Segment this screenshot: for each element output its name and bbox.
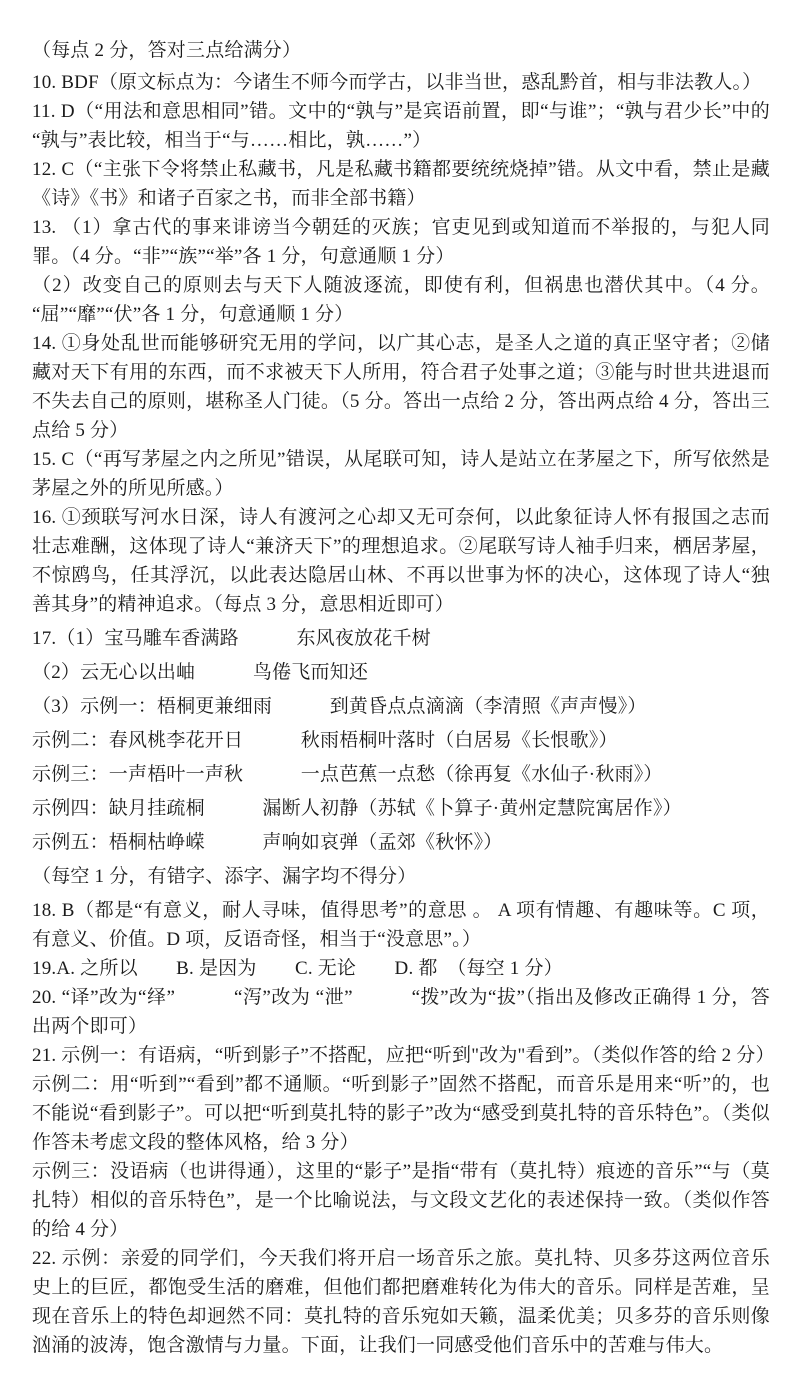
answer-list [32, 36, 775, 1360]
answer-20: 20. “译”改为“绎” “泻”改为 “泄” “拨”改为“拔”（指出及修改正确得 1 分，答出两个即可） [32, 987, 770, 1037]
answer-19: 19.A. 之所以 B. 是因为 C. 无论 D. 都 （每空 1 分） [32, 958, 563, 979]
answer-12: 12. C（“主张下令将禁止私藏书，凡是私藏书籍都要统统烧掉”错。从文中看，禁止是藏《诗》《书》和诸子百家之书，而非全部书籍） [32, 159, 770, 209]
answer-17-blank3-ex2: 示例二：春风桃李花开日 秋雨梧桐叶落时（白居易《长恨歌》） [32, 730, 618, 751]
answer-14: 14. ①身处乱世而能够研究无用的学问，以广其心志，是圣人之道的真正坚守者；②储藏对天下有用的东西，而不求被天下人所用，符合君子处事之道；③能与时世共进退而不失去自己的原则，堪称圣人门徒。（5 分。答出一点给 2 分，答出两点给 4 分，答出三点给 5 分） [32, 333, 770, 441]
answer-21-ex3: 示例三：没语病（也讲得通），这里的“影子”是指“带有（莫扎特）痕迹的音乐”“与（莫扎特）相似的音乐特色”，是一个比喻说法，与文段文艺化的表述保持一致。（类似作答的给 4 分） [32, 1161, 770, 1240]
answer-10: 10. BDF（原文标点为：今诸生不师今而学古，以非当世，惑乱黔首，相与非法教人。） [32, 72, 762, 93]
answer-18: 18. B（都是“有意义，耐人寻味，值得思考”的意思 。 A 项有情趣、有趣味等。C 项，有意义、价值。D 项，反语奇怪，相当于“没意思”。） [32, 900, 770, 950]
answer-17-blank2: （2）云无心以出岫 鸟倦飞而知还 [32, 662, 369, 683]
answer-17-blank3-ex5: 示例五：梧桐枯峥嵘 声响如哀弹（孟郊《秋怀》） [32, 832, 503, 853]
answer-11: 11. D（“用法和意思相同”错。文中的“孰与”是宾语前置，即“与谁”；“孰与君少长”中的“孰与”表比较，相当于“与……相比，孰……”） [32, 101, 770, 151]
answer-21-ex1: 21. 示例一：有语病，“听到影子”不搭配，应把“听到"改为"看到”。（类似作答的给 2 分） [32, 1045, 775, 1066]
answer-17-note: （每空 1 分，有错字、添字、漏字均不得分） [32, 866, 417, 887]
answer-21-ex2: 示例二：用“听到”“看到”都不通顺。“听到影子”固然不搭配，而音乐是用来“听”的，也不能说“看到影子”。可以把“听到莫扎特的影子”改为“感受到莫扎特的音乐特色”。（类似作答未考虑文段的整体风格，给 3 分） [32, 1074, 770, 1153]
answer-13-part1: 13. （1）拿古代的事来诽谤当今朝廷的灭族；官吏见到或知道而不举报的，与犯人同罪。（4 分。“非”“族”“举”各 1 分，句意通顺 1 分） [32, 217, 770, 267]
answer-note-top: （每点 2 分，答对三点给满分） [32, 40, 302, 61]
answer-17-blank3-ex4: 示例四：缺月挂疏桐 漏断人初静（苏轼《卜算子·黄州定慧院寓居作》） [32, 798, 682, 819]
answer-17-blank1: 17.（1）宝马雕车香满路 东风夜放花千树 [32, 628, 431, 649]
answer-22: 22. 示例：亲爱的同学们，今天我们将开启一场音乐之旅。莫扎特、贝多芬这两位音乐史上的巨匠，都饱受生活的磨难，但他们都把磨难转化为伟大的音乐。同样是苦难，呈现在音乐上的特色却迥然不同：莫扎特的音乐宛如天籁，温柔优美；贝多芬的音乐则像汹涌的波涛，饱含激情与力量。下面，让我们一同感受他们音乐中的苦难与伟大。 [32, 1248, 770, 1356]
answer-16: 16. ①颈联写河水日深，诗人有渡河之心却又无可奈何，以此象征诗人怀有报国之志而壮志难酬，这体现了诗人“兼济天下”的理想追求。②尾联写诗人袖手归来，栖居茅屋，不惊鸥鸟，任其浮沉，以此表达隐居山林、不再以世事为怀的决心，这体现了诗人“独善其身”的精神追求。（每点 3 分，意思相近即可） [32, 507, 770, 615]
answer-15: 15. C（“再写茅屋之内之所见”错误，从尾联可知，诗人是站立在茅屋之下，所写依然是茅屋之外的所见所感。） [32, 449, 770, 499]
answer-17-blank3-ex1: （3）示例一：梧桐更兼细雨 到黄昏点点滴滴（李清照《声声慢》） [32, 696, 647, 717]
answer-13-part2: （2）改变自己的原则去与天下人随波逐流，即使有利，但祸患也潜伏其中。（4 分。“屈”“靡”“伏”各 1 分，句意通顺 1 分） [32, 275, 770, 325]
answer-17-blank3-ex3: 示例三：一声梧叶一声秋 一点芭蕉一点愁（徐再复《水仙子·秋雨》） [32, 764, 663, 785]
